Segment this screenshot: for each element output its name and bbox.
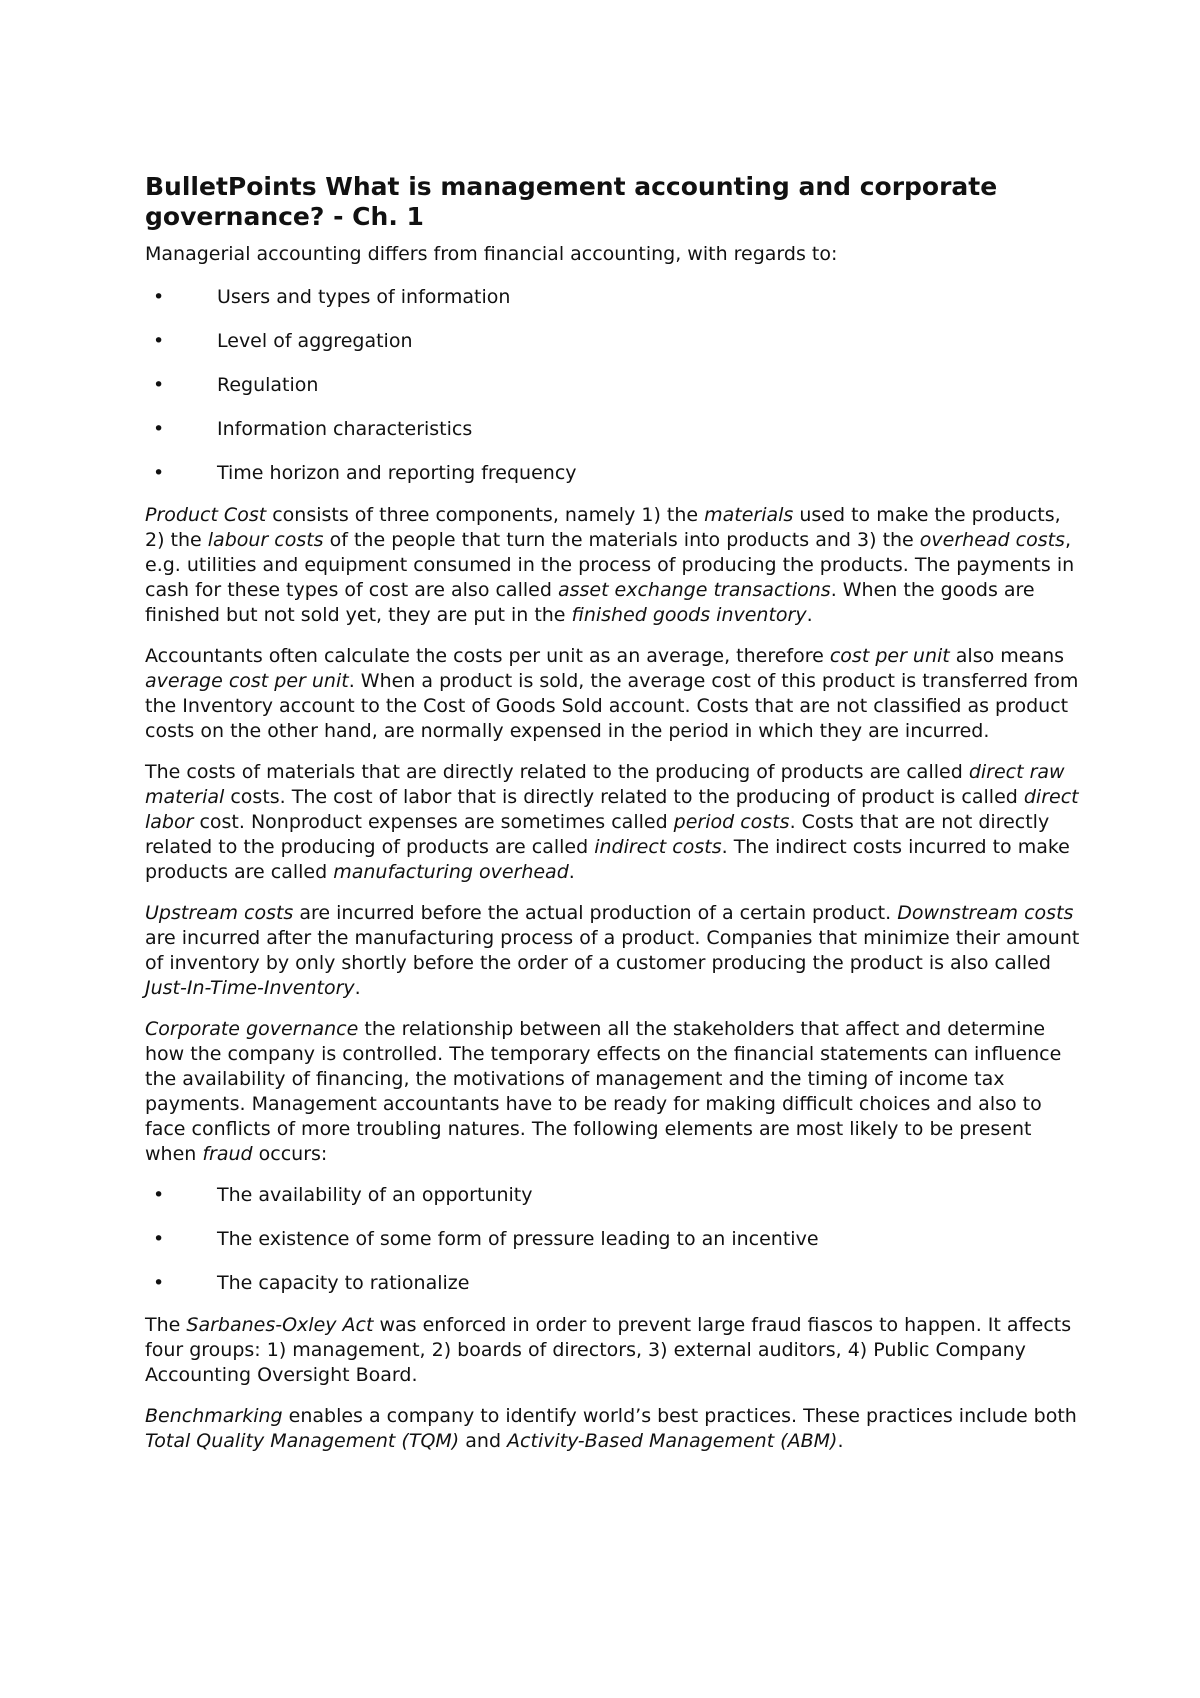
text-run: . xyxy=(354,977,361,999)
list-item xyxy=(145,329,1080,354)
italic-term: average cost per unit xyxy=(145,670,349,692)
page-title: BulletPoints What is management accounting and corporate governance? - Ch. 1 xyxy=(145,172,998,231)
bullet-icon: • xyxy=(153,330,165,352)
bullet-icon: • xyxy=(153,462,165,484)
text-run: . When the goods are finished but not sold yet, they are put in the xyxy=(145,579,1035,626)
list-item-text: Time horizon and reporting frequency xyxy=(217,462,577,484)
list-item-text: The existence of some form of pressure leading to an incentive xyxy=(217,1228,819,1250)
text-run: of the people that turn the materials into products and 3) the xyxy=(323,529,920,551)
list-item-text: The availability of an opportunity xyxy=(217,1184,533,1206)
italic-term: overhead costs xyxy=(919,529,1065,551)
benchmarking-paragraph xyxy=(145,1404,1085,1454)
text-run: and xyxy=(459,1430,508,1452)
list-item xyxy=(145,285,1080,310)
text-run: . xyxy=(806,604,813,626)
italic-term: indirect costs xyxy=(594,836,722,858)
list-item-text: The capacity to rationalize xyxy=(217,1272,470,1294)
italic-term: manufacturing overhead xyxy=(333,861,569,883)
text-run: was enforced in order to prevent large fraud fiascos to happen. It affects four groups: 1) management, 2) boards of directors, 3) external auditors, 4) Public Company Accounting Oversight Board. xyxy=(145,1314,1072,1386)
list-item xyxy=(145,417,1080,442)
list-item xyxy=(145,461,1080,486)
text-run: consists of three components, namely 1) the xyxy=(266,504,705,526)
text-run: costs. The cost of labor that is directly related to the producing of product is called xyxy=(224,786,1024,808)
text-run: also means xyxy=(949,645,1065,667)
text-run: Accountants often calculate the costs per unit as an average, therefore xyxy=(145,645,830,667)
corporate-governance-paragraph xyxy=(145,1017,1085,1167)
bullet-icon: • xyxy=(153,374,165,396)
italic-term: Total Quality Management (TQM) xyxy=(145,1430,460,1452)
list-item xyxy=(145,1271,1080,1296)
italic-term: fraud xyxy=(202,1143,253,1165)
italic-term: labour costs xyxy=(207,529,324,551)
product-cost-paragraph xyxy=(145,503,1085,628)
text-run: . Costs that are not directly related to the producing of products are called xyxy=(145,811,1050,858)
italic-term: Activity-Based Management (ABM) xyxy=(507,1430,838,1452)
italic-term: Product Cost xyxy=(145,504,267,526)
list-item xyxy=(145,1183,1080,1208)
italic-term: Upstream costs xyxy=(145,902,294,924)
text-run: used to make the products, 2) the xyxy=(145,504,1061,551)
italic-term: Sarbanes-Oxley Act xyxy=(186,1314,374,1336)
italic-term: materials xyxy=(704,504,794,526)
upstream-downstream-paragraph xyxy=(145,901,1085,1001)
list-item-text: Users and types of information xyxy=(217,286,511,308)
bullet-icon: • xyxy=(153,1272,165,1294)
text-run: occurs: xyxy=(252,1143,328,1165)
cost-per-unit-paragraph xyxy=(145,644,1085,744)
italic-term: asset exchange transactions xyxy=(557,579,831,601)
italic-term: Benchmarking xyxy=(145,1405,283,1427)
text-run: . xyxy=(568,861,575,883)
italic-term: cost per unit xyxy=(829,645,950,667)
text-run: are incurred before the actual production of a certain product. xyxy=(293,902,898,924)
italic-term: direct labor xyxy=(145,786,1079,833)
italic-term: finished goods inventory xyxy=(571,604,807,626)
list-item xyxy=(145,373,1080,398)
direct-costs-paragraph xyxy=(145,760,1085,885)
text-run: are incurred after the manufacturing process of a product. Companies that minimize their amount of inventory by only shortly before the order of a customer producing the product is also called xyxy=(145,927,1080,974)
italic-term: Just-In-Time-Inventory xyxy=(145,977,355,999)
list-item xyxy=(145,1227,1080,1252)
text-run: . xyxy=(837,1430,844,1452)
list-item-text: Regulation xyxy=(217,374,319,396)
text-run: . When a product is sold, the average cost of this product is transferred from the Inventory account to the Cost of Goods Sold account. Costs that are not classified as product costs on the other hand, are normally expensed in the period in which they are incurred. xyxy=(145,670,1079,742)
bullet-icon: • xyxy=(153,286,165,308)
text-run: The costs of materials that are directly related to the producing of products are called xyxy=(145,761,969,783)
italic-term: period costs xyxy=(673,811,790,833)
text-run: , e.g. utilities and equipment consumed in the process of producing the products. The payments in cash for these types of cost are also called xyxy=(145,529,1075,601)
text-run: cost. Nonproduct expenses are sometimes called xyxy=(193,811,674,833)
text-run: The xyxy=(145,1314,187,1336)
intro-paragraph: Managerial accounting differs from financial accounting, with regards to: xyxy=(145,243,838,265)
sarbanes-oxley-paragraph xyxy=(145,1313,1085,1388)
italic-term: direct raw material xyxy=(145,761,1065,808)
list-item-text: Information characteristics xyxy=(217,418,473,440)
list-item-text: Level of aggregation xyxy=(217,330,413,352)
italic-term: Downstream costs xyxy=(897,902,1074,924)
text-run: . The indirect costs incurred to make products are called xyxy=(145,836,1070,883)
italic-term: Corporate governance xyxy=(145,1018,359,1040)
bullet-icon: • xyxy=(153,418,165,440)
text-run: enables a company to identify world’s best practices. These practices include both xyxy=(282,1405,1077,1427)
bullet-icon: • xyxy=(153,1228,165,1250)
text-run: the relationship between all the stakeholders that affect and determine how the company is controlled. The temporary effects on the financial statements can influence the availability of financing, the motivations of management and the timing of income tax payments. Management accountants have to be ready for making difficult choices and also to face conflicts of more troubling natures. The following elements are most likely to be present when xyxy=(145,1018,1062,1165)
fraud-elements-list xyxy=(145,1183,1080,1296)
bullet-icon: • xyxy=(153,1184,165,1206)
differences-list xyxy=(145,285,1080,486)
